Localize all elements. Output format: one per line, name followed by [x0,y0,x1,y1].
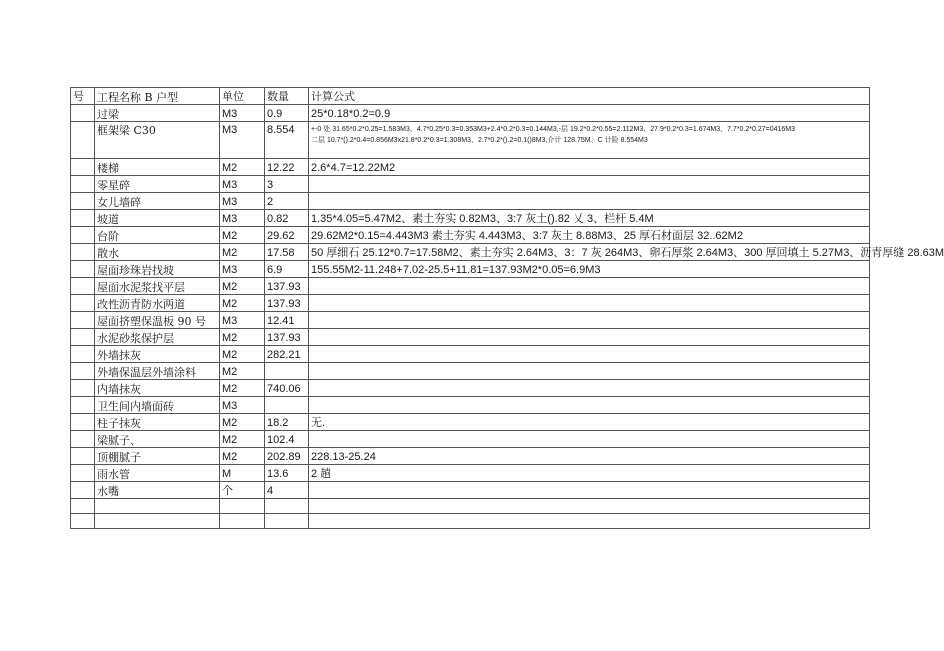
cell-name[interactable]: 台阶 [95,227,220,244]
cell-name[interactable]: 柱子抹灰 [95,414,220,431]
cell-no[interactable] [71,159,95,176]
cell-unit[interactable]: M2 [220,414,265,431]
cell-unit[interactable]: M2 [220,227,265,244]
formula-text: 1.35*4.05=5.47M2、素土夯实 0.82M3、3:7 灰土().82 乂 3、栏杆 5.4M [311,213,654,225]
cell-unit[interactable]: M2 [220,448,265,465]
cell-formula[interactable] [309,278,870,295]
cell-unit[interactable]: M3 [220,193,265,210]
cell-unit[interactable]: M3 [220,105,265,122]
formula-text: 50 厚细石 25.12*0.7=17.58M2、素土夯实 2.64M3、3：7 灰 264M3、卵石厚浆 2.64M3、300 厚回填土 5.27M3、沥青厚缝 28.63M [311,247,944,259]
cell-qty[interactable]: 18.2 [265,414,309,431]
cell-no[interactable] [71,176,95,193]
cell-no[interactable] [71,465,95,482]
cell-formula[interactable] [309,448,870,465]
empty-row [71,499,870,514]
cell-unit[interactable]: 个 [220,482,265,499]
table-row [71,227,870,244]
cell-name[interactable]: 坡道 [95,210,220,227]
cell-name[interactable]: 内墙抹灰 [95,380,220,397]
cell-no[interactable] [71,122,95,159]
empty-cell[interactable] [95,514,220,529]
empty-cell[interactable] [265,499,309,514]
empty-cell[interactable] [265,514,309,529]
table-row [71,176,870,193]
cell-unit[interactable]: M2 [220,431,265,448]
cell-formula[interactable] [309,465,870,482]
cell-unit[interactable]: M3 [220,176,265,193]
cell-no[interactable] [71,227,95,244]
cell-formula[interactable] [309,122,870,159]
cell-qty[interactable]: 8.554 [265,122,309,159]
table-row [71,482,870,499]
cell-unit[interactable]: M2 [220,159,265,176]
cell-formula[interactable] [309,227,870,244]
formula-text: +-0 处 31.65*0.2*0.25=1.583M3、4.7*0.25*0.3=0.353M3+2.4*0.2*0.3=0.144M3,-层 19.2*0.2*0.55=2.112M3、27.9*0.2*0.3=1.674M3、7.7*0.2*0.27=0416M3 [311,126,796,133]
cell-formula[interactable] [309,397,870,414]
cell-qty[interactable]: 137.93 [265,295,309,312]
cell-qty[interactable]: 282.21 [265,346,309,363]
cell-formula[interactable] [309,261,870,278]
cell-no[interactable] [71,244,95,261]
empty-cell[interactable] [220,499,265,514]
cell-formula[interactable] [309,176,870,193]
table-row [71,261,870,278]
cell-unit[interactable]: M3 [220,397,265,414]
table-row [71,431,870,448]
cell-name[interactable]: 女儿墙碎 [95,193,220,210]
cell-formula[interactable] [309,482,870,499]
formula-text: 二层 10.7*().2*0.4=0.856M3x21.8*0.2*0.3=1.308M3、2.7*0.2*().2=0.1()8M3,介计 128.75M、C 计险 8.554M3 [311,137,648,144]
cell-name[interactable]: 顶棚腻子 [95,448,220,465]
cell-name[interactable]: 框架梁 C30 [95,122,220,159]
cell-no[interactable] [71,414,95,431]
cell-name[interactable]: 零星碎 [95,176,220,193]
formula-text: 无. [311,417,326,429]
cell-qty[interactable]: 29.62 [265,227,309,244]
cell-name[interactable]: 卫生间内墙面砖 [95,397,220,414]
table-row [71,295,870,312]
table-row [71,448,870,465]
empty-cell[interactable] [71,514,95,529]
empty-cell[interactable] [309,499,870,514]
cell-unit[interactable]: M2 [220,346,265,363]
formula-text: 155.55M2-11.248+7.02-25.5+11.81=137.93M2*0.05=6.9M3 [311,264,601,276]
cell-qty[interactable]: 137.93 [265,278,309,295]
quantity-table [70,87,944,529]
cell-name[interactable]: 改性沥青防水两道 [95,295,220,312]
cell-qty[interactable]: 12.41 [265,312,309,329]
table-row [71,193,870,210]
cell-unit[interactable]: M2 [220,380,265,397]
cell-qty[interactable]: 17.58 [265,244,309,261]
empty-row [71,514,870,529]
formula-text: 228.13-25.24 [311,451,376,463]
table-row [71,105,870,122]
cell-formula[interactable] [309,244,944,261]
table-row [71,380,870,397]
cell-name[interactable]: 外墙抹灰 [95,346,220,363]
cell-unit[interactable]: M3 [220,261,265,278]
formula-text: 25*0.18*0.2=0.9 [311,108,391,120]
table-row [71,122,870,159]
cell-name[interactable]: 屋面挤塑保温板 90 号 [95,312,220,329]
cell-unit[interactable]: M3 [220,210,265,227]
cell-name[interactable]: 水泥砂浆保护层 [95,329,220,346]
cell-no[interactable] [71,397,95,414]
formula-text: 2.6*4.7=12.22M2 [311,162,396,174]
cell-unit[interactable]: M2 [220,363,265,380]
cell-name[interactable]: 过梁 [95,105,220,122]
formula-text: 2 趟 [311,468,332,480]
cell-formula[interactable] [309,295,870,312]
cell-formula[interactable] [309,431,870,448]
formula-text: 29.62M2*0.15=4.443M3 素土夯实 4.443M3、3:7 灰土 8.88M3、25 厚石材面层 32..62M2 [311,230,743,242]
table-row [71,346,870,363]
empty-cell[interactable] [95,499,220,514]
cell-formula[interactable] [309,193,870,210]
empty-cell[interactable] [71,499,95,514]
cell-no[interactable] [71,448,95,465]
cell-formula[interactable] [309,312,870,329]
cell-name[interactable]: 外墙保温层外墙涂料 [95,363,220,380]
cell-qty[interactable]: 3 [265,176,309,193]
cell-no[interactable] [71,261,95,278]
cell-unit[interactable]: M2 [220,244,265,261]
cell-unit[interactable]: M3 [220,122,265,159]
cell-no[interactable] [71,193,95,210]
cell-qty[interactable]: 102.4 [265,431,309,448]
cell-name[interactable]: 雨水管 [95,465,220,482]
cell-qty[interactable]: 202.89 [265,448,309,465]
cell-no[interactable] [71,380,95,397]
cell-name[interactable]: 水嘴 [95,482,220,499]
cell-qty[interactable]: 2 [265,193,309,210]
cell-formula[interactable] [309,363,870,380]
cell-formula[interactable] [309,346,870,363]
empty-cell[interactable] [220,514,265,529]
header-name: 工程名称 B 户型 [95,88,220,105]
cell-qty[interactable]: 6.9 [265,261,309,278]
cell-name[interactable]: 屋面珍珠岩找坡 [95,261,220,278]
cell-name[interactable]: 屋面水泥浆找平层 [95,278,220,295]
table-row [71,210,870,227]
cell-qty[interactable]: 137.93 [265,329,309,346]
cell-name[interactable]: 散水 [95,244,220,261]
cell-no[interactable] [71,482,95,499]
table-row [71,414,870,431]
cell-formula[interactable] [309,380,870,397]
cell-name[interactable]: 楼梯 [95,159,220,176]
cell-no[interactable] [71,346,95,363]
cell-qty[interactable]: 4 [265,482,309,499]
header-unit: 单位 [220,88,265,105]
cell-qty[interactable]: 740.06 [265,380,309,397]
cell-qty[interactable]: 0.9 [265,105,309,122]
table-header-row [71,88,870,105]
cell-qty[interactable] [265,363,309,380]
table-row [71,329,870,346]
table-row [71,397,870,414]
cell-no[interactable] [71,329,95,346]
cell-qty[interactable]: 13.6 [265,465,309,482]
cell-no[interactable] [71,105,95,122]
cell-qty[interactable] [265,397,309,414]
header-no: 号 [71,88,95,105]
table-row [71,278,870,295]
cell-formula[interactable] [309,105,870,122]
header-formula: 计算公式 [309,88,870,105]
table-row [71,244,870,261]
header-qty: 数量 [265,88,309,105]
cell-name[interactable]: 梁腻子、 [95,431,220,448]
table-row [71,312,870,329]
cell-formula[interactable] [309,414,870,431]
cell-no[interactable] [71,363,95,380]
cell-unit[interactable]: M2 [220,278,265,295]
cell-no[interactable] [71,278,95,295]
cell-unit[interactable]: M [220,465,265,482]
cell-no[interactable] [71,210,95,227]
cell-no[interactable] [71,295,95,312]
table-row [71,465,870,482]
cell-unit[interactable]: M2 [220,295,265,312]
cell-qty[interactable]: 0.82 [265,210,309,227]
cell-unit[interactable]: M3 [220,312,265,329]
cell-formula[interactable] [309,210,870,227]
cell-unit[interactable]: M2 [220,329,265,346]
cell-formula[interactable] [309,159,870,176]
empty-cell[interactable] [309,514,870,529]
cell-no[interactable] [71,431,95,448]
table-row [71,159,870,176]
cell-formula[interactable] [309,329,870,346]
cell-qty[interactable]: 12.22 [265,159,309,176]
table-row [71,363,870,380]
cell-no[interactable] [71,312,95,329]
